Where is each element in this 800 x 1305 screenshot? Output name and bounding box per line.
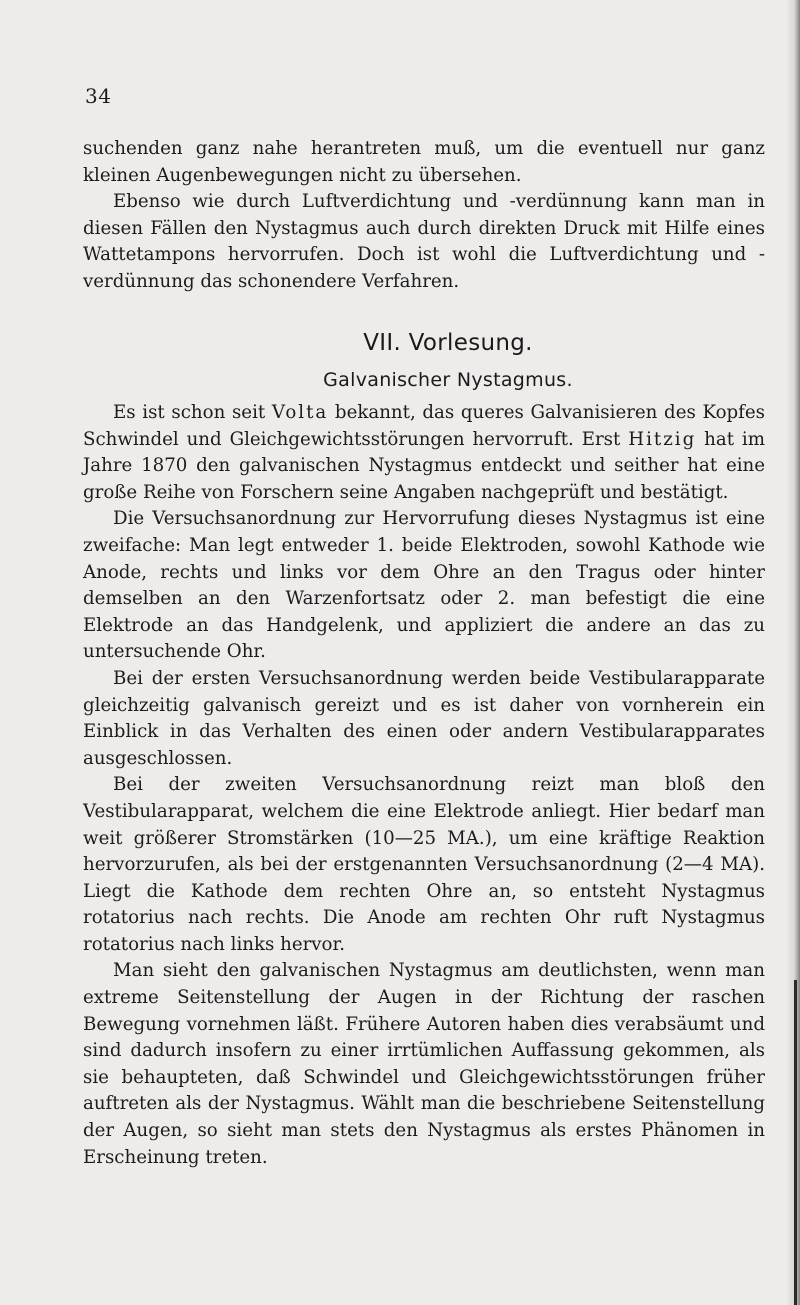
page-edge-line xyxy=(794,980,797,1305)
paragraph: Man sieht den galvanischen Nystagmus am deutlichsten, wenn man extreme Seitenstellung der Augen in der Richtung der raschen Bewegung vornehmen läßt. Frühere Autoren haben dies verabsäumt und sind dadurch insofern zu einer irrtümlichen Auffassung gekommen, als sie behaupteten, daß Schwindel und Gleichgewichtsstörungen früher auftreten als der Nystagmus. Wählt man die beschriebene Seitenstellung der Augen, so sieht man stets den Nystagmus als erstes Phänomen in Erscheinung treten. xyxy=(83,960,765,1168)
paragraph-text: bekannt, das queres Galvanisieren des Kopfes Schwindel und Gleichgewichtsstörungen hervorruft. Erst xyxy=(83,402,765,450)
paragraph-text: hat im Jahre 1870 den galvanischen Nystagmus entdeckt und seither hat eine große Reihe von Forschern seine Angaben nachgeprüft und bestätigt. xyxy=(83,428,765,503)
page-number: 34 xyxy=(85,84,112,108)
paragraph xyxy=(83,400,765,506)
page-edge-shadow xyxy=(786,0,800,1305)
author-name-hitzig: Hitzig xyxy=(628,428,697,450)
paragraph: Ebenso wie durch Luftverdichtung und -verdünnung kann man in diesen Fällen den Nystagmus auch durch direkten Druck mit Hilfe eines Wattetampons hervorrufen. Doch ist wohl die Luftverdichtung und -verdünnung das schonendere Verfahren. xyxy=(83,191,765,292)
paragraph-text: Es ist schon seit xyxy=(113,402,272,423)
paragraph: suchenden ganz nahe herantreten muß, um die eventuell nur ganz kleinen Augenbewegungen nicht zu übersehen. xyxy=(83,138,765,186)
paragraph: Bei der zweiten Versuchsanordnung reizt man bloß den Vestibularapparat, welchem die eine Elektrode anliegt. Hier bedarf man weit größerer Stromstärken (10—25 MA.), um eine kräftige Reaktion hervorzurufen, als bei der erstgenannten Versuchsanordnung (2—4 MA). Liegt die Kathode dem rechten Ohre an, so entsteht Nystagmus rotatorius nach rechts. Die Anode am rechten Ohr ruft Nystagmus rotatorius nach links hervor. xyxy=(83,774,765,955)
paragraph: Die Versuchsanordnung zur Hervorrufung dieses Nystagmus ist eine zweifache: Man legt entweder 1. beide Elektroden, sowohl Kathode wie Anode, rechts und links vor dem Ohre an den Tragus oder hinter demselben an den Warzenfortsatz oder 2. man befestigt die eine Elektrode an das Handgelenk, und appliziert die andere an das zu untersuchende Ohr. xyxy=(83,508,765,663)
main-text-block xyxy=(83,400,765,1171)
author-name-volta: Volta xyxy=(271,402,329,423)
top-text-block xyxy=(83,136,765,296)
paragraph: Bei der ersten Versuchsanordnung werden beide Vestibularapparate gleichzeitig galvanisch gereizt und es ist daher von vornherein ein Einblick in das Verhalten des einen oder andern Vestibularapparates ausgeschlossen. xyxy=(83,667,765,769)
lecture-subtitle: Galvanischer Nystagmus. xyxy=(323,369,573,391)
lecture-title: VII. Vorlesung. xyxy=(363,330,533,356)
